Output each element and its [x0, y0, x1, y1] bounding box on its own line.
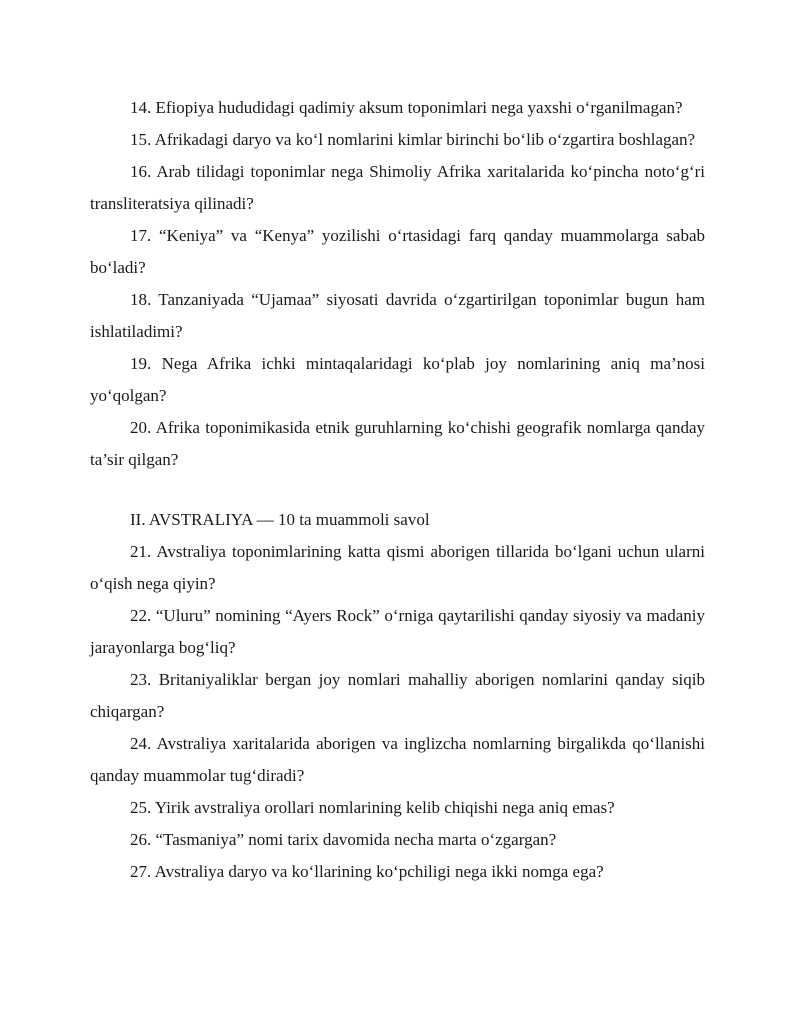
question-item	[90, 824, 705, 856]
question-text: Afrikadagi daryo va ko‘l nomlarini kimlar birinchi bo‘lib o‘zgartira boshlagan?	[154, 130, 696, 149]
question-number: 16.	[130, 162, 152, 181]
question-text: Arab tilidagi toponimlar nega Shimoliy Afrika xaritalarida ko‘pincha noto‘g‘ri transliteratsiya qilinadi?	[90, 162, 705, 213]
question-item	[90, 92, 705, 124]
document-body	[90, 92, 705, 888]
question-number: 19.	[130, 354, 152, 373]
question-number: 25.	[130, 798, 152, 817]
question-item	[90, 856, 705, 888]
question-text: “Tasmaniya” nomi tarix davomida necha marta o‘zgargan?	[155, 830, 557, 849]
question-item	[90, 728, 705, 792]
question-item	[90, 348, 705, 412]
question-text: “Keniya” va “Kenya” yozilishi o‘rtasidagi farq qanday muammolarga sabab bo‘ladi?	[90, 226, 705, 277]
question-item	[90, 156, 705, 220]
section-spacer	[90, 476, 705, 504]
question-number: 24.	[130, 734, 152, 753]
question-item	[90, 124, 705, 156]
question-number: 27.	[130, 862, 152, 881]
question-number: 18.	[130, 290, 152, 309]
question-text: Nega Afrika ichki mintaqalaridagi ko‘plab joy nomlarining aniq ma’nosi yo‘qolgan?	[90, 354, 706, 405]
question-number: 17.	[130, 226, 152, 245]
question-number: 26.	[130, 830, 152, 849]
question-number: 20.	[130, 418, 152, 437]
question-item	[90, 536, 705, 600]
question-text: Britaniyaliklar bergan joy nomlari mahalliy aborigen nomlarini qanday siqib chiqargan?	[90, 670, 706, 721]
question-item	[90, 412, 705, 476]
question-number: 21.	[130, 542, 152, 561]
question-item	[90, 664, 705, 728]
question-text: Yirik avstraliya orollari nomlarining kelib chiqishi nega aniq emas?	[154, 798, 615, 817]
question-number: 22.	[130, 606, 152, 625]
question-text: Avstraliya xaritalarida aborigen va inglizcha nomlarning birgalikda qo‘llanishi qanday muammolar tug‘diradi?	[90, 734, 706, 785]
question-number: 15.	[130, 130, 152, 149]
question-text: Efiopiya hududidagi qadimiy aksum toponimlari nega yaxshi o‘rganilmagan?	[155, 98, 683, 117]
question-text: Avstraliya toponimlarining katta qismi aborigen tillarida bo‘lgani uchun ularni o‘qish nega qiyin?	[90, 542, 705, 593]
question-text: Avstraliya daryo va ko‘llarining ko‘pchiligi nega ikki nomga ega?	[154, 862, 604, 881]
question-item	[90, 792, 705, 824]
question-text: “Uluru” nomining “Ayers Rock” o‘rniga qaytarilishi qanday siyosiy va madaniy jarayonlarga bog‘liq?	[90, 606, 705, 657]
question-item	[90, 284, 705, 348]
question-number: 14.	[130, 98, 152, 117]
question-text: Afrika toponimikasida etnik guruhlarning ko‘chishi geografik nomlarga qanday ta’sir qilgan?	[90, 418, 706, 469]
question-number: 23.	[130, 670, 152, 689]
section-heading: II. AVSTRALIYA — 10 ta muammoli savol	[130, 510, 430, 529]
question-item	[90, 220, 705, 284]
question-item	[90, 600, 705, 664]
question-text: Tanzaniyada “Ujamaa” siyosati davrida o‘zgartirilgan toponimlar bugun ham ishlatiladimi?	[90, 290, 705, 341]
